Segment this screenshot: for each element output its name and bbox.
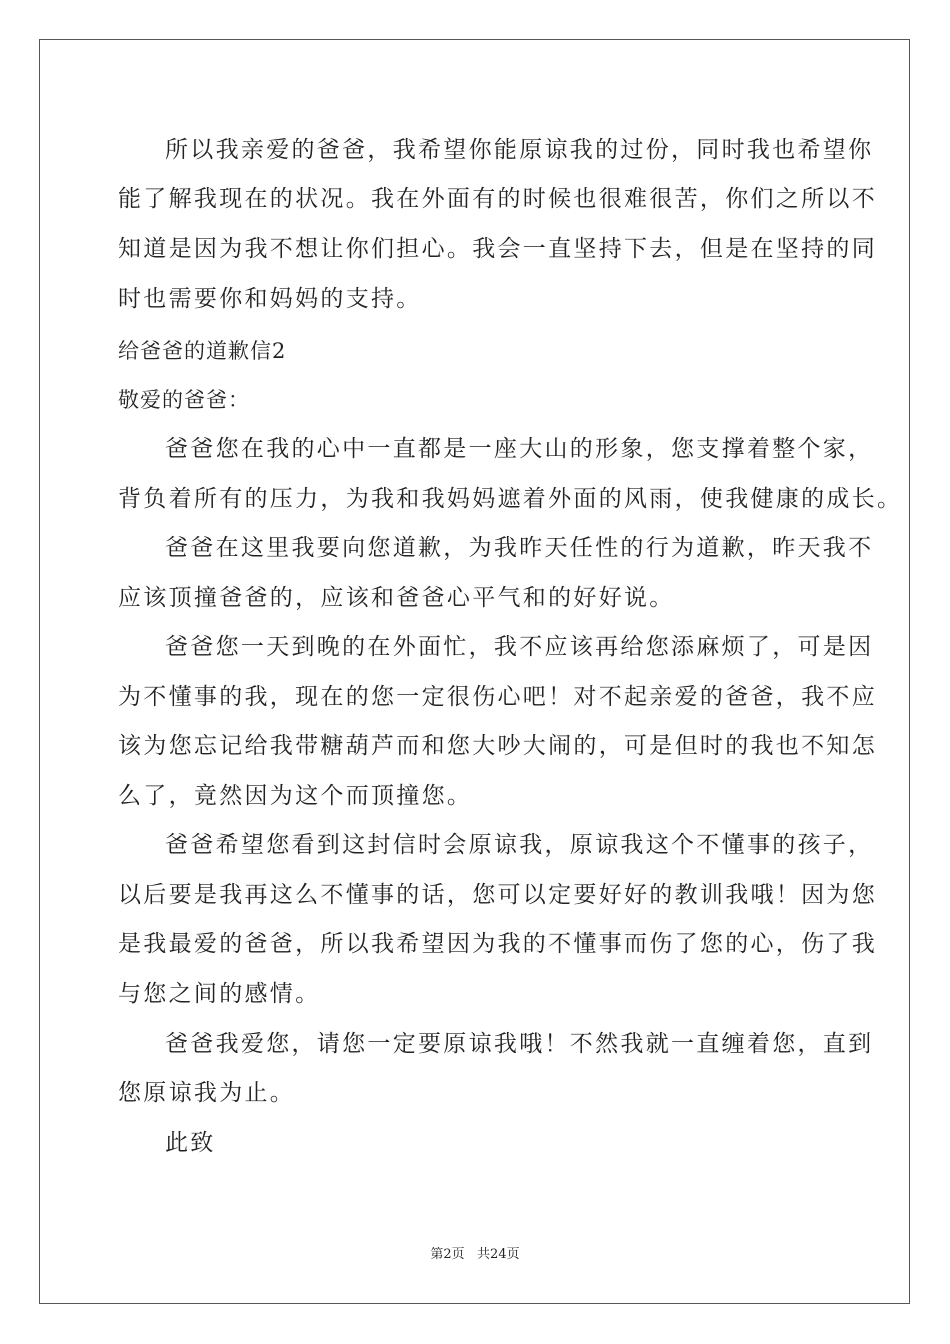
paragraph-line: 能了解我现在的状况。我在外面有的时候也很难很苦，你们之所以不 (118, 186, 877, 212)
paragraph-line: 该为您忘记给我带糖葫芦而和您大吵大闹的，可是但时的我也不知怎 (118, 733, 877, 759)
paragraph-line: 爸爸您在我的心中一直都是一座大山的形象，您支撑着整个家， (165, 436, 874, 462)
paragraph-line: 为不懂事的我，现在的您一定很伤心吧！对不起亲爱的爸爸，我不应 (118, 684, 877, 710)
paragraph-line: 爸爸希望您看到这封信时会原谅我，原谅我这个不懂事的孩子， (165, 832, 874, 858)
paragraph-line: 爸爸您一天到晚的在外面忙，我不应该再给您添麻烦了，可是因 (165, 634, 874, 660)
paragraph-line: 所以我亲爱的爸爸，我希望你能原谅我的过份，同时我也希望你 (165, 137, 874, 163)
paragraph-line: 时也需要你和妈妈的支持。 (118, 286, 422, 312)
page-footer: 第2页 共24页 (430, 1247, 520, 1262)
paragraph-line: 是我最爱的爸爸，所以我希望因为我的不懂事而伤了您的心，伤了我 (118, 931, 877, 957)
paragraph-line: 与您之间的感情。 (118, 981, 321, 1007)
paragraph-line: 应该顶撞爸爸的，应该和爸爸心平气和的好好说。 (118, 585, 675, 611)
paragraph-line: 爸爸在这里我要向您道歉，为我昨天任性的行为道歉，昨天我不 (165, 535, 874, 561)
paragraph-line: 知道是因为我不想让你们担心。我会一直坚持下去，但是在坚持的同 (118, 236, 877, 262)
paragraph-line: 以后要是我再这么不懂事的话，您可以定要好好的教训我哦！因为您 (118, 882, 877, 908)
paragraph-line: 背负着所有的压力，为我和我妈妈遮着外面的风雨，使我健康的成长。 (118, 486, 903, 512)
page-border (39, 39, 910, 1304)
letter-heading: 给爸爸的道歉信2 (118, 339, 287, 363)
paragraph-line: 您原谅我为止。 (118, 1080, 296, 1106)
paragraph-line: 么了，竟然因为这个而顶撞您。 (118, 783, 473, 809)
paragraph-line: 爸爸我爱您，请您一定要原谅我哦！不然我就一直缠着您，直到 (165, 1031, 874, 1057)
salutation: 敬爱的爸爸： (118, 388, 250, 412)
closing: 此致 (165, 1130, 216, 1156)
